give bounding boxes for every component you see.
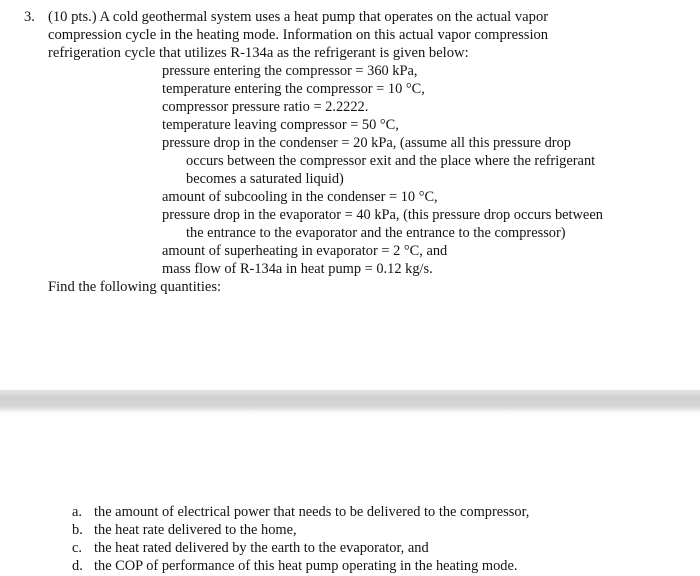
question-text: the amount of electrical power that needs to be delivered to the compressor, (94, 504, 530, 520)
question-text: the COP of performance of this heat pump operating in the heating mode. (94, 558, 518, 574)
given-continuation: the entrance to the evaporator and the entrance to the compressor) (186, 225, 566, 241)
given-item (162, 62, 624, 80)
problem-statement (24, 8, 624, 296)
question-text: the heat rated delivered by the earth to the evaporator, and (94, 540, 429, 556)
given-item (162, 116, 624, 134)
page-divider-shadow (0, 410, 700, 414)
question-list (72, 503, 529, 575)
problem-number: 3. (24, 9, 35, 25)
given-item (162, 206, 624, 242)
question-letter: d. (72, 558, 83, 574)
intro-line-3 (24, 44, 624, 62)
given-text: amount of subcooling in the condenser = 10 °C, (162, 189, 438, 205)
question-text: the heat rate delivered to the home, (94, 522, 297, 538)
given-item (162, 98, 624, 116)
find-label: Find the following quantities: (48, 279, 222, 295)
given-text: temperature leaving compressor = 50 °C, (162, 117, 399, 133)
question-item (72, 503, 529, 521)
question-letter: c. (72, 540, 82, 556)
given-text: pressure drop in the condenser = 20 kPa, (assume all this pressure drop (162, 135, 571, 151)
given-list (162, 62, 624, 278)
given-item (162, 260, 624, 278)
given-item (162, 134, 624, 188)
given-text: compressor pressure ratio = 2.2222. (162, 99, 369, 115)
given-item (162, 188, 624, 206)
intro-line-1 (24, 8, 624, 26)
intro-text-3: refrigeration cycle that utilizes R-134a as the refrigerant is given below: (48, 45, 469, 61)
given-text: pressure drop in the evaporator = 40 kPa, (this pressure drop occurs between (162, 207, 603, 223)
given-text: pressure entering the compressor = 360 kPa, (162, 63, 418, 79)
given-item (162, 80, 624, 98)
given-continuation: occurs between the compressor exit and the place where the refrigerant (186, 153, 596, 169)
given-text: temperature entering the compressor = 10 °C, (162, 81, 425, 97)
given-continuation: becomes a saturated liquid) (186, 171, 344, 187)
intro-line-2 (24, 26, 624, 44)
given-text: amount of superheating in evaporator = 2 °C, and (162, 243, 448, 259)
question-item (72, 521, 529, 539)
question-letter: a. (72, 504, 82, 520)
question-item (72, 557, 529, 575)
intro-text-2: compression cycle in the heating mode. Information on this actual vapor compression (48, 27, 549, 43)
page-divider (0, 390, 700, 410)
given-item (162, 242, 624, 260)
question-item (72, 539, 529, 557)
intro-text-1: (10 pts.) A cold geothermal system uses a heat pump that operates on the actual vapor (48, 9, 549, 25)
question-letter: b. (72, 522, 83, 538)
given-text: mass flow of R-134a in heat pump = 0.12 kg/s. (162, 261, 433, 277)
